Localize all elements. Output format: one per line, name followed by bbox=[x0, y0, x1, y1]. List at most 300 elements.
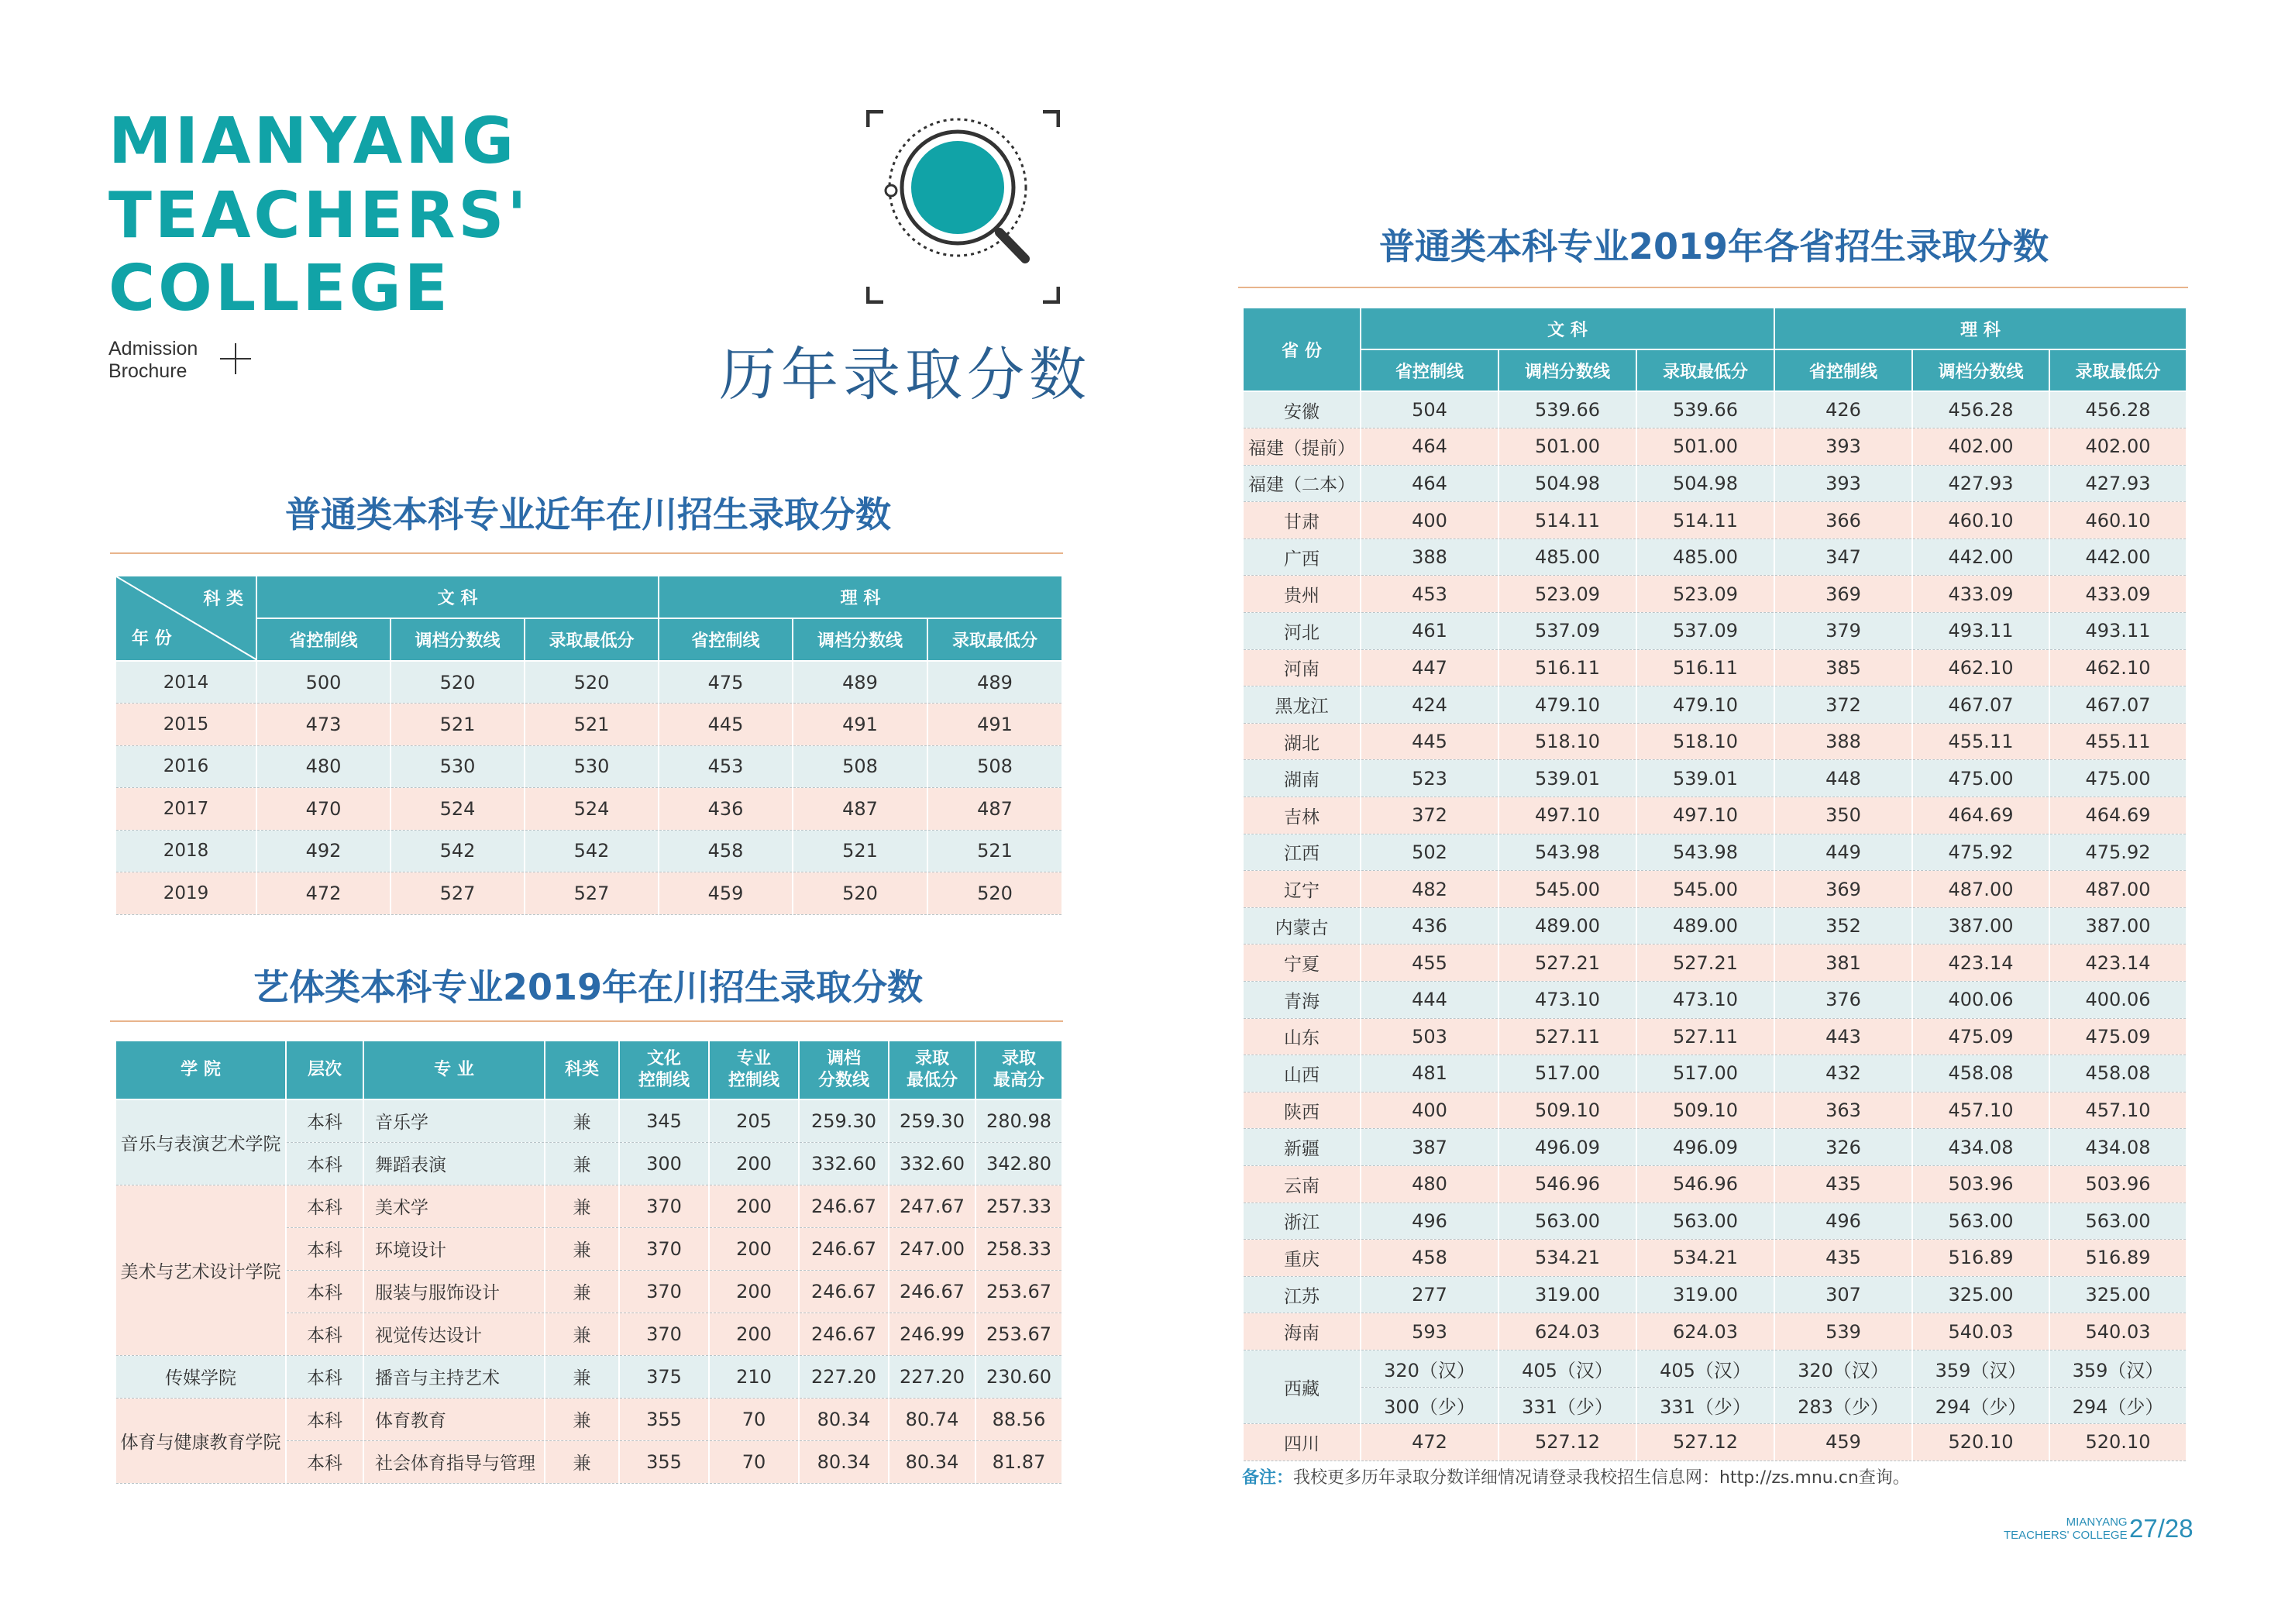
score-cell: 542 bbox=[391, 830, 525, 872]
score-cell: 458.08 bbox=[1912, 1055, 2049, 1092]
score-cell: 283（少） bbox=[1774, 1387, 1912, 1424]
province-cell: 四川 bbox=[1243, 1424, 1361, 1461]
score-cell: 473 bbox=[256, 704, 391, 746]
score-cell: 475 bbox=[659, 661, 793, 704]
score-cell: 521 bbox=[793, 830, 927, 872]
score-cell: 520.10 bbox=[2049, 1424, 2187, 1461]
value-cell: 兼 bbox=[545, 1185, 619, 1227]
table2-rule bbox=[110, 1020, 1063, 1022]
value-cell: 370 bbox=[619, 1270, 709, 1313]
score-cell: 492 bbox=[256, 830, 391, 872]
score-cell: 459 bbox=[659, 872, 793, 915]
score-cell: 487.00 bbox=[1912, 871, 2049, 908]
value-cell: 80.34 bbox=[889, 1440, 975, 1483]
score-cell: 546.96 bbox=[1636, 1165, 1774, 1203]
value-cell: 259.30 bbox=[799, 1099, 889, 1142]
value-cell: 70 bbox=[709, 1440, 799, 1483]
province-cell: 贵州 bbox=[1243, 576, 1361, 613]
score-cell: 543.98 bbox=[1636, 834, 1774, 871]
value-cell: 美术学 bbox=[363, 1185, 545, 1227]
score-cell: 445 bbox=[1361, 723, 1498, 760]
value-cell: 80.34 bbox=[799, 1398, 889, 1440]
province-cell: 黑龙江 bbox=[1243, 686, 1361, 724]
table-row bbox=[115, 704, 1062, 746]
score-cell: 514.11 bbox=[1636, 502, 1774, 539]
value-cell: 兼 bbox=[545, 1355, 619, 1398]
score-cell: 467.07 bbox=[2049, 686, 2187, 724]
table-row bbox=[1243, 760, 2187, 797]
score-cell: 491 bbox=[927, 704, 1062, 746]
value-cell: 兼 bbox=[545, 1270, 619, 1313]
score-cell: 455.11 bbox=[2049, 723, 2187, 760]
score-cell: 352 bbox=[1774, 907, 1912, 944]
score-cell: 523.09 bbox=[1636, 576, 1774, 613]
value-cell: 370 bbox=[619, 1313, 709, 1355]
score-cell: 436 bbox=[1361, 907, 1498, 944]
value-cell: 兼 bbox=[545, 1313, 619, 1355]
table-row bbox=[1243, 576, 2187, 613]
score-cell: 503.96 bbox=[1912, 1165, 2049, 1203]
table3-rule bbox=[1238, 287, 2188, 288]
score-cell: 464 bbox=[1361, 428, 1498, 466]
score-cell: 387.00 bbox=[2049, 907, 2187, 944]
province-cell: 海南 bbox=[1243, 1313, 1361, 1350]
score-cell: 435 bbox=[1774, 1165, 1912, 1203]
score-cell: 307 bbox=[1774, 1276, 1912, 1313]
score-cell: 320（汉） bbox=[1774, 1350, 1912, 1387]
value-cell: 246.67 bbox=[799, 1313, 889, 1355]
table-recent-years bbox=[115, 575, 1063, 915]
score-cell: 464.69 bbox=[2049, 797, 2187, 834]
score-cell: 480 bbox=[1361, 1165, 1498, 1203]
year-cell: 2016 bbox=[115, 745, 256, 788]
table-row bbox=[1243, 834, 2187, 871]
score-cell: 369 bbox=[1774, 871, 1912, 908]
score-cell: 520 bbox=[793, 872, 927, 915]
province-cell: 安徽 bbox=[1243, 391, 1361, 428]
score-cell: 489.00 bbox=[1498, 907, 1636, 944]
score-cell: 537.09 bbox=[1498, 613, 1636, 650]
score-cell: 496.09 bbox=[1636, 1129, 1774, 1166]
score-cell: 460.10 bbox=[2049, 502, 2187, 539]
score-cell: 457.10 bbox=[2049, 1092, 2187, 1129]
table-row bbox=[1243, 1092, 2187, 1129]
col-header: 录取最低分 bbox=[2049, 349, 2187, 391]
college-cell: 传媒学院 bbox=[115, 1355, 286, 1398]
score-cell: 516.89 bbox=[2049, 1240, 2187, 1277]
magnifier-icon bbox=[866, 110, 1060, 304]
table-row bbox=[1243, 391, 2187, 428]
score-cell: 402.00 bbox=[1912, 428, 2049, 466]
score-cell: 447 bbox=[1361, 649, 1498, 686]
score-cell: 540.03 bbox=[2049, 1313, 2187, 1350]
score-cell: 489 bbox=[927, 661, 1062, 704]
col-header: 省控制线 bbox=[659, 618, 793, 661]
college-cell: 体育与健康教育学院 bbox=[115, 1398, 286, 1483]
score-cell: 294（少） bbox=[2049, 1387, 2187, 1424]
score-cell: 543.98 bbox=[1498, 834, 1636, 871]
score-cell: 496 bbox=[1774, 1203, 1912, 1240]
table-row bbox=[1243, 871, 2187, 908]
value-cell: 345 bbox=[619, 1099, 709, 1142]
score-cell: 524 bbox=[391, 788, 525, 831]
table-row bbox=[115, 830, 1062, 872]
value-cell: 355 bbox=[619, 1398, 709, 1440]
value-cell: 本科 bbox=[286, 1355, 363, 1398]
score-cell: 487 bbox=[793, 788, 927, 831]
score-cell: 482 bbox=[1361, 871, 1498, 908]
table-row bbox=[115, 788, 1062, 831]
score-cell: 475.92 bbox=[2049, 834, 2187, 871]
score-cell: 508 bbox=[793, 745, 927, 788]
score-cell: 464 bbox=[1361, 465, 1498, 502]
score-cell: 527.12 bbox=[1636, 1424, 1774, 1461]
province-cell: 山东 bbox=[1243, 1018, 1361, 1055]
score-cell: 393 bbox=[1774, 465, 1912, 502]
score-cell: 372 bbox=[1361, 797, 1498, 834]
logo-line-3: COLLEGE bbox=[108, 252, 451, 325]
score-cell: 363 bbox=[1774, 1092, 1912, 1129]
score-cell: 523 bbox=[1361, 760, 1498, 797]
col-header: 专 业 bbox=[363, 1041, 545, 1099]
score-cell: 524 bbox=[525, 788, 659, 831]
province-cell: 湖南 bbox=[1243, 760, 1361, 797]
value-cell: 258.33 bbox=[975, 1227, 1062, 1270]
score-cell: 563.00 bbox=[1498, 1203, 1636, 1240]
year-cell: 2017 bbox=[115, 788, 256, 831]
year-cell: 2014 bbox=[115, 661, 256, 704]
score-cell: 427.93 bbox=[2049, 465, 2187, 502]
score-cell: 393 bbox=[1774, 428, 1912, 466]
province-cell: 福建（二本） bbox=[1243, 465, 1361, 502]
score-cell: 516.11 bbox=[1636, 649, 1774, 686]
value-cell: 280.98 bbox=[975, 1099, 1062, 1142]
group-li-header: 理 科 bbox=[659, 576, 1062, 618]
score-cell: 496.09 bbox=[1498, 1129, 1636, 1166]
value-cell: 200 bbox=[709, 1270, 799, 1313]
col-header: 专业 控制线 bbox=[709, 1041, 799, 1099]
score-cell: 359（汉） bbox=[1912, 1350, 2049, 1387]
score-cell: 497.10 bbox=[1636, 797, 1774, 834]
score-cell: 277 bbox=[1361, 1276, 1498, 1313]
score-cell: 369 bbox=[1774, 576, 1912, 613]
value-cell: 332.60 bbox=[889, 1142, 975, 1185]
score-cell: 472 bbox=[1361, 1424, 1498, 1461]
score-cell: 593 bbox=[1361, 1313, 1498, 1350]
score-cell: 475.09 bbox=[2049, 1018, 2187, 1055]
score-cell: 433.09 bbox=[2049, 576, 2187, 613]
table-row bbox=[115, 1398, 1062, 1440]
score-cell: 443 bbox=[1774, 1018, 1912, 1055]
score-cell: 501.00 bbox=[1636, 428, 1774, 466]
admission-brochure-label: Admission Brochure bbox=[108, 338, 198, 382]
score-cell: 400.06 bbox=[1912, 982, 2049, 1019]
score-cell: 540.03 bbox=[1912, 1313, 2049, 1350]
score-cell: 464.69 bbox=[1912, 797, 2049, 834]
value-cell: 视觉传达设计 bbox=[363, 1313, 545, 1355]
value-cell: 兼 bbox=[545, 1227, 619, 1270]
col-header: 调档 分数线 bbox=[799, 1041, 889, 1099]
table-row bbox=[1243, 465, 2187, 502]
province-cell: 福建（提前） bbox=[1243, 428, 1361, 466]
value-cell: 播音与主持艺术 bbox=[363, 1355, 545, 1398]
score-cell: 503 bbox=[1361, 1018, 1498, 1055]
corner-header: 科 类 年 份 bbox=[115, 576, 256, 661]
score-cell: 520 bbox=[927, 872, 1062, 915]
score-cell: 480 bbox=[256, 745, 391, 788]
value-cell: 兼 bbox=[545, 1099, 619, 1142]
score-cell: 400.06 bbox=[2049, 982, 2187, 1019]
score-cell: 359（汉） bbox=[2049, 1350, 2187, 1387]
table-row bbox=[1243, 649, 2187, 686]
province-cell: 广西 bbox=[1243, 538, 1361, 576]
score-cell: 497.10 bbox=[1498, 797, 1636, 834]
value-cell: 200 bbox=[709, 1142, 799, 1185]
col-header: 录取 最高分 bbox=[975, 1041, 1062, 1099]
score-cell: 521 bbox=[927, 830, 1062, 872]
value-cell: 355 bbox=[619, 1440, 709, 1483]
value-cell: 342.80 bbox=[975, 1142, 1062, 1185]
col-header: 学 院 bbox=[115, 1041, 286, 1099]
score-cell: 479.10 bbox=[1498, 686, 1636, 724]
score-cell: 527.21 bbox=[1498, 944, 1636, 982]
value-cell: 259.30 bbox=[889, 1099, 975, 1142]
score-cell: 530 bbox=[391, 745, 525, 788]
table-row bbox=[1243, 538, 2187, 576]
province-cell: 山西 bbox=[1243, 1055, 1361, 1092]
score-cell: 534.21 bbox=[1498, 1240, 1636, 1277]
score-cell: 433.09 bbox=[1912, 576, 2049, 613]
province-cell: 西藏 bbox=[1243, 1350, 1361, 1423]
score-cell: 453 bbox=[1361, 576, 1498, 613]
value-cell: 246.67 bbox=[889, 1270, 975, 1313]
score-cell: 453 bbox=[659, 745, 793, 788]
score-cell: 502 bbox=[1361, 834, 1498, 871]
value-cell: 230.60 bbox=[975, 1355, 1062, 1398]
score-cell: 521 bbox=[391, 704, 525, 746]
value-cell: 253.67 bbox=[975, 1270, 1062, 1313]
table-row bbox=[1243, 1350, 2187, 1387]
score-cell: 472 bbox=[256, 872, 391, 915]
value-cell: 88.56 bbox=[975, 1398, 1062, 1440]
score-cell: 624.03 bbox=[1636, 1313, 1774, 1350]
score-cell: 527.11 bbox=[1498, 1018, 1636, 1055]
score-cell: 434.08 bbox=[1912, 1129, 2049, 1166]
table-row bbox=[1243, 1165, 2187, 1203]
college-cell: 音乐与表演艺术学院 bbox=[115, 1099, 286, 1185]
value-cell: 227.20 bbox=[889, 1355, 975, 1398]
score-cell: 423.14 bbox=[1912, 944, 2049, 982]
plus-icon bbox=[220, 343, 251, 374]
value-cell: 200 bbox=[709, 1313, 799, 1355]
table2-title: 艺体类本科专业2019年在川招生录取分数 bbox=[253, 966, 924, 1008]
value-cell: 70 bbox=[709, 1398, 799, 1440]
score-cell: 442.00 bbox=[2049, 538, 2187, 576]
province-cell: 新疆 bbox=[1243, 1129, 1361, 1166]
province-cell: 江西 bbox=[1243, 834, 1361, 871]
score-cell: 473.10 bbox=[1636, 982, 1774, 1019]
score-cell: 366 bbox=[1774, 502, 1912, 539]
value-cell: 81.87 bbox=[975, 1440, 1062, 1483]
table-row bbox=[1243, 723, 2187, 760]
province-cell: 青海 bbox=[1243, 982, 1361, 1019]
score-cell: 493.11 bbox=[2049, 613, 2187, 650]
score-cell: 461 bbox=[1361, 613, 1498, 650]
score-cell: 325.00 bbox=[1912, 1276, 2049, 1313]
score-cell: 563.00 bbox=[1636, 1203, 1774, 1240]
col-header: 调档分数线 bbox=[793, 618, 927, 661]
score-cell: 385 bbox=[1774, 649, 1912, 686]
value-cell: 246.67 bbox=[799, 1227, 889, 1270]
value-cell: 体育教育 bbox=[363, 1398, 545, 1440]
score-cell: 545.00 bbox=[1498, 871, 1636, 908]
value-cell: 332.60 bbox=[799, 1142, 889, 1185]
score-cell: 436 bbox=[659, 788, 793, 831]
logo-line-2: TEACHERS' bbox=[108, 179, 530, 253]
table1-title: 普通类本科专业近年在川招生录取分数 bbox=[285, 494, 891, 535]
table-row bbox=[1243, 797, 2187, 834]
value-cell: 兼 bbox=[545, 1142, 619, 1185]
score-cell: 400 bbox=[1361, 502, 1498, 539]
table-provinces bbox=[1242, 307, 2187, 1461]
score-cell: 485.00 bbox=[1636, 538, 1774, 576]
score-cell: 462.10 bbox=[1912, 649, 2049, 686]
value-cell: 本科 bbox=[286, 1099, 363, 1142]
province-cell: 湖北 bbox=[1243, 723, 1361, 760]
score-cell: 504 bbox=[1361, 391, 1498, 428]
table1-rule bbox=[110, 552, 1063, 554]
score-cell: 473.10 bbox=[1498, 982, 1636, 1019]
score-cell: 563.00 bbox=[2049, 1203, 2187, 1240]
score-cell: 487 bbox=[927, 788, 1062, 831]
value-cell: 205 bbox=[709, 1099, 799, 1142]
score-cell: 516.89 bbox=[1912, 1240, 2049, 1277]
value-cell: 200 bbox=[709, 1227, 799, 1270]
table-row bbox=[1243, 1129, 2187, 1166]
table-row bbox=[1243, 502, 2187, 539]
col-header: 文化 控制线 bbox=[619, 1041, 709, 1099]
score-cell: 400 bbox=[1361, 1092, 1498, 1129]
score-cell: 372 bbox=[1774, 686, 1912, 724]
table-row bbox=[1243, 1313, 2187, 1350]
score-cell: 449 bbox=[1774, 834, 1912, 871]
score-cell: 444 bbox=[1361, 982, 1498, 1019]
table-row bbox=[1243, 1424, 2187, 1461]
score-cell: 539 bbox=[1774, 1313, 1912, 1350]
province-cell: 江苏 bbox=[1243, 1276, 1361, 1313]
score-cell: 405（汉） bbox=[1636, 1350, 1774, 1387]
value-cell: 375 bbox=[619, 1355, 709, 1398]
year-cell: 2015 bbox=[115, 704, 256, 746]
score-cell: 376 bbox=[1774, 982, 1912, 1019]
score-cell: 489.00 bbox=[1636, 907, 1774, 944]
score-cell: 481 bbox=[1361, 1055, 1498, 1092]
score-cell: 294（少） bbox=[1912, 1387, 2049, 1424]
col-header: 科类 bbox=[545, 1041, 619, 1099]
value-cell: 兼 bbox=[545, 1398, 619, 1440]
table-row bbox=[1243, 1203, 2187, 1240]
score-cell: 527.12 bbox=[1498, 1424, 1636, 1461]
score-cell: 527 bbox=[391, 872, 525, 915]
col-header: 省控制线 bbox=[1774, 349, 1912, 391]
col-header: 录取最低分 bbox=[927, 618, 1062, 661]
score-cell: 521 bbox=[525, 704, 659, 746]
value-cell: 服装与服饰设计 bbox=[363, 1270, 545, 1313]
score-cell: 462.10 bbox=[2049, 649, 2187, 686]
score-cell: 501.00 bbox=[1498, 428, 1636, 466]
score-cell: 539.66 bbox=[1636, 391, 1774, 428]
value-cell: 80.74 bbox=[889, 1398, 975, 1440]
table-row bbox=[1243, 944, 2187, 982]
score-cell: 445 bbox=[659, 704, 793, 746]
score-cell: 508 bbox=[927, 745, 1062, 788]
score-cell: 503.96 bbox=[2049, 1165, 2187, 1203]
score-cell: 470 bbox=[256, 788, 391, 831]
score-cell: 537.09 bbox=[1636, 613, 1774, 650]
score-cell: 516.11 bbox=[1498, 649, 1636, 686]
score-cell: 434.08 bbox=[2049, 1129, 2187, 1166]
table-row bbox=[1243, 1055, 2187, 1092]
score-cell: 520.10 bbox=[1912, 1424, 2049, 1461]
col-header: 调档分数线 bbox=[1498, 349, 1636, 391]
score-cell: 475.09 bbox=[1912, 1018, 2049, 1055]
score-cell: 442.00 bbox=[1912, 538, 2049, 576]
score-cell: 455 bbox=[1361, 944, 1498, 982]
score-cell: 320（汉） bbox=[1361, 1350, 1498, 1387]
table-row bbox=[1243, 1240, 2187, 1277]
province-header: 省 份 bbox=[1243, 308, 1361, 391]
value-cell: 247.00 bbox=[889, 1227, 975, 1270]
score-cell: 347 bbox=[1774, 538, 1912, 576]
score-cell: 325.00 bbox=[2049, 1276, 2187, 1313]
score-cell: 426 bbox=[1774, 391, 1912, 428]
score-cell: 517.00 bbox=[1498, 1055, 1636, 1092]
score-cell: 496 bbox=[1361, 1203, 1498, 1240]
score-cell: 534.21 bbox=[1636, 1240, 1774, 1277]
score-cell: 530 bbox=[525, 745, 659, 788]
col-header: 录取最低分 bbox=[1636, 349, 1774, 391]
province-cell: 辽宁 bbox=[1243, 871, 1361, 908]
score-cell: 467.07 bbox=[1912, 686, 2049, 724]
score-cell: 387.00 bbox=[1912, 907, 2049, 944]
score-cell: 319.00 bbox=[1498, 1276, 1636, 1313]
score-cell: 504.98 bbox=[1498, 465, 1636, 502]
table-row bbox=[115, 872, 1062, 915]
col-header: 省控制线 bbox=[256, 618, 391, 661]
value-cell: 音乐学 bbox=[363, 1099, 545, 1142]
value-cell: 246.67 bbox=[799, 1270, 889, 1313]
score-cell: 457.10 bbox=[1912, 1092, 2049, 1129]
value-cell: 本科 bbox=[286, 1270, 363, 1313]
page-title: 历年录取分数 bbox=[719, 342, 1091, 408]
value-cell: 本科 bbox=[286, 1227, 363, 1270]
table-row bbox=[1243, 907, 2187, 944]
value-cell: 246.67 bbox=[799, 1185, 889, 1227]
table-row bbox=[115, 1099, 1062, 1142]
value-cell: 本科 bbox=[286, 1313, 363, 1355]
score-cell: 458.08 bbox=[2049, 1055, 2187, 1092]
province-cell: 吉林 bbox=[1243, 797, 1361, 834]
table-row bbox=[115, 661, 1062, 704]
score-cell: 542 bbox=[525, 830, 659, 872]
table-row bbox=[115, 745, 1062, 788]
value-cell: 本科 bbox=[286, 1185, 363, 1227]
value-cell: 本科 bbox=[286, 1142, 363, 1185]
score-cell: 458 bbox=[1361, 1240, 1498, 1277]
score-cell: 487.00 bbox=[2049, 871, 2187, 908]
score-cell: 326 bbox=[1774, 1129, 1912, 1166]
score-cell: 509.10 bbox=[1636, 1092, 1774, 1129]
